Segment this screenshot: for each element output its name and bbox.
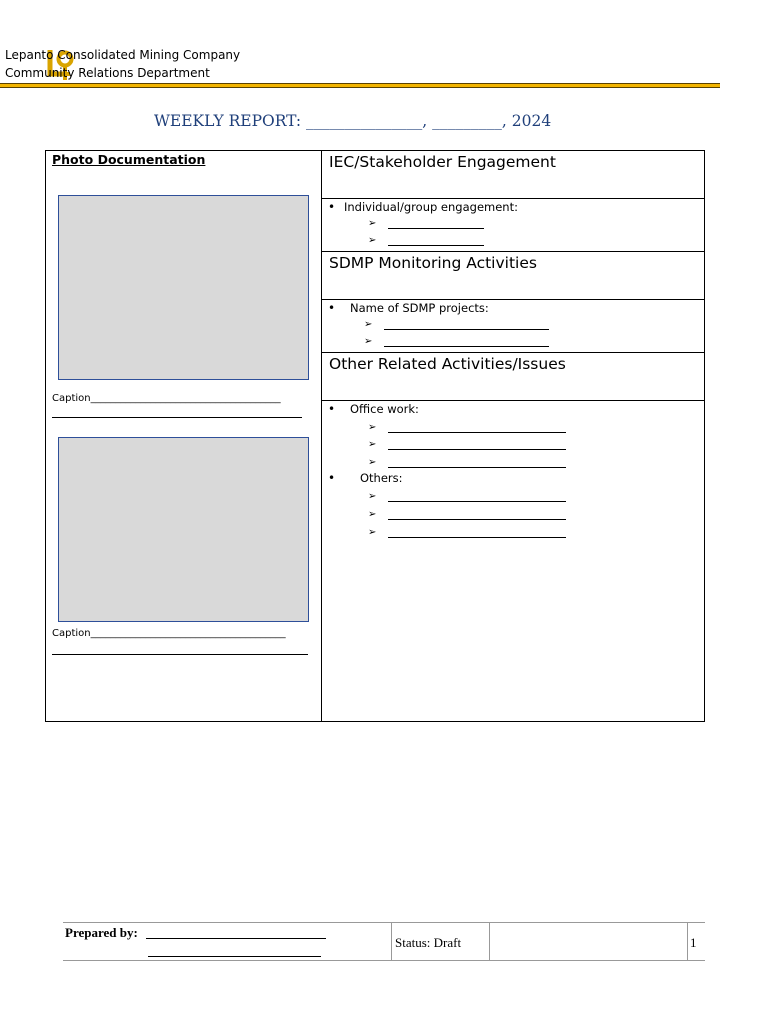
office-work-blank-3[interactable] <box>368 456 566 468</box>
header-divider-bar <box>0 83 720 88</box>
others-bullet <box>328 471 403 485</box>
page-number: 1 <box>690 935 697 950</box>
arrow-bullet-icon: ➢ <box>364 319 373 330</box>
caption-rule-1 <box>52 417 302 418</box>
arrow-bullet-icon: ➢ <box>368 491 377 502</box>
others-blank-1[interactable] <box>368 490 566 502</box>
document-footer <box>63 922 705 961</box>
photo-placeholder-1[interactable] <box>58 195 309 380</box>
company-name: Lepanto Consolidated Mining Company <box>5 48 241 62</box>
caption-label-2: Caption_______________________________________ <box>52 628 286 639</box>
arrow-bullet-icon: ➢ <box>364 336 373 347</box>
iec-section-title: IEC/Stakeholder Engagement <box>329 153 556 171</box>
document-header <box>0 44 768 94</box>
other-section-header <box>322 353 704 401</box>
others-blank-2[interactable] <box>368 508 566 520</box>
iec-bullet <box>328 200 518 214</box>
other-section-title: Other Related Activities/Issues <box>329 355 566 373</box>
sdmp-section-title: SDMP Monitoring Activities <box>329 254 537 272</box>
photo-placeholder-2[interactable] <box>58 437 309 622</box>
prepared-by-line-2[interactable] <box>148 956 321 957</box>
caption-label-1: Caption______________________________________ <box>52 393 281 404</box>
sdmp-section-header <box>322 252 704 300</box>
activities-column <box>322 151 704 721</box>
photo-documentation-column <box>46 151 322 721</box>
arrow-bullet-icon: ➢ <box>368 457 377 468</box>
iec-blank-2[interactable] <box>368 234 484 246</box>
arrow-bullet-icon: ➢ <box>368 235 377 246</box>
report-title: WEEKLY REPORT: _______________, _________, 2024 <box>154 112 552 130</box>
sdmp-section-body <box>322 300 704 353</box>
blank-footer-cell <box>490 923 688 960</box>
bullet-icon: • <box>328 301 336 315</box>
office-work-label: Office work: <box>350 402 419 416</box>
report-table <box>45 150 705 722</box>
iec-section-body <box>322 199 704 252</box>
arrow-bullet-icon: ➢ <box>368 527 377 538</box>
others-blank-3[interactable] <box>368 526 566 538</box>
others-label: Others: <box>360 471 403 485</box>
office-work-blank-2[interactable] <box>368 438 566 450</box>
caption-rule-2 <box>52 654 308 655</box>
status-cell <box>392 923 490 960</box>
sdmp-blank-1[interactable] <box>364 318 549 330</box>
office-work-blank-1[interactable] <box>368 421 566 433</box>
sdmp-bullet-label: Name of SDMP projects: <box>350 301 489 315</box>
sdmp-bullet <box>328 301 489 315</box>
arrow-bullet-icon: ➢ <box>368 509 377 520</box>
iec-bullet-label: Individual/group engagement: <box>344 200 518 214</box>
bullet-icon: • <box>328 402 336 416</box>
iec-blank-1[interactable] <box>368 217 484 229</box>
sdmp-blank-2[interactable] <box>364 335 549 347</box>
iec-section-header <box>322 151 704 199</box>
prepared-by-line-1[interactable] <box>146 938 326 939</box>
arrow-bullet-icon: ➢ <box>368 439 377 450</box>
bullet-icon: • <box>328 200 336 214</box>
photo-documentation-heading: Photo Documentation <box>52 152 206 167</box>
office-work-bullet <box>328 402 419 416</box>
arrow-bullet-icon: ➢ <box>368 218 377 229</box>
other-section-body <box>322 401 704 721</box>
department-name: Community Relations Department <box>5 66 210 80</box>
prepared-by-cell <box>63 923 392 960</box>
prepared-by-label: Prepared by: <box>65 925 138 940</box>
status-text: Status: Draft <box>395 935 462 950</box>
bullet-icon: • <box>328 471 336 485</box>
page-number-cell <box>688 923 705 960</box>
arrow-bullet-icon: ➢ <box>368 422 377 433</box>
